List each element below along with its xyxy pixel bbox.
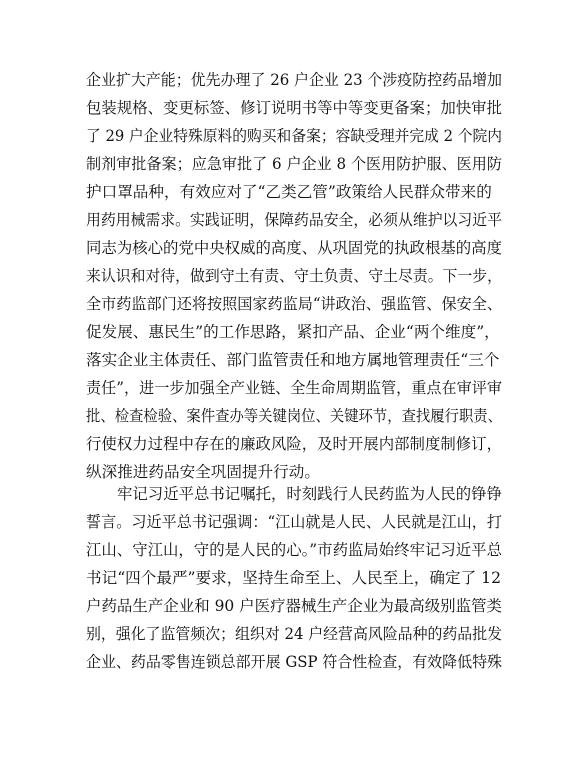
paragraph-line: 批、检查检验、案件查办等关键岗位、关键环节，查找履行职责、 <box>86 407 503 425</box>
paragraph-line: 户药品生产企业和 90 户医疗器械生产企业为最高级别监管类 <box>86 597 503 615</box>
paragraph-line: 了 29 户企业特殊原料的购买和备案；容缺受理并完成 2 个院内 <box>86 127 503 145</box>
paragraph-line: 落实企业主体责任、部门监管责任和地方属地管理责任“三个 <box>86 351 500 369</box>
paragraph-line: 企业扩大产能；优先办理了 26 户企业 23 个涉疫防控药品增加 <box>86 71 502 89</box>
paragraph-line: 书记“四个最严”要求，坚持生命至上、人民至上，确定了 12 <box>86 569 501 587</box>
paragraph-line: 用药用械需求。实践证明，保障药品安全，必须从维护以习近平 <box>86 211 502 229</box>
paragraph-line: 包装规格、变更标签、修订说明书等中等变更备案；加快审批 <box>86 99 502 117</box>
paragraph-line: 纵深推进药品安全巩固提升行动。 <box>86 463 320 481</box>
paragraph-1 <box>86 66 502 486</box>
paragraph-line: 责任”，进一步加强全产业链、全生命周期监管，重点在审评审 <box>86 379 503 397</box>
paragraph-line: 誓言。习近平总书记强调：“江山就是人民、人民就是江山，打 <box>86 513 503 531</box>
paragraph-line: 全市药监部门还将按照国家药监局“讲政治、强监管、保安全、 <box>86 295 503 313</box>
paragraph-line: 护口罩品种，有效应对了“乙类乙管”政策给人民群众带来的 <box>86 183 492 201</box>
paragraph-line: 制剂审批备案；应急审批了 6 户企业 8 个医用防护服、医用防 <box>86 155 502 173</box>
paragraph-line: 来认识和对待，做到守土有责、守土负责、守土尽责。下一步， <box>86 267 502 285</box>
paragraph-line: 牢记习近平总书记嘱托，时刻践行人民药监为人民的铮铮 <box>117 485 502 503</box>
paragraph-line: 江山、守江山，守的是人民的心。”市药监局始终牢记习近平总 <box>86 541 502 559</box>
paragraph-line: 促发展、惠民生”的工作思路，紧扣产品、企业“两个维度”， <box>86 323 500 341</box>
paragraph-line: 企业、药品零售连锁总部开展 GSP 符合性检查，有效降低特殊 <box>86 653 503 671</box>
paragraph-line: 同志为核心的党中央权威的高度、从巩固党的执政根基的高度 <box>86 239 502 257</box>
paragraph-2 <box>86 480 502 676</box>
paragraph-line: 行使权力过程中存在的廉政风险，及时开展内部制度制修订， <box>86 435 502 453</box>
paragraph-line: 别，强化了监管频次；组织对 24 户经营高风险品种的药品批发 <box>86 625 503 643</box>
